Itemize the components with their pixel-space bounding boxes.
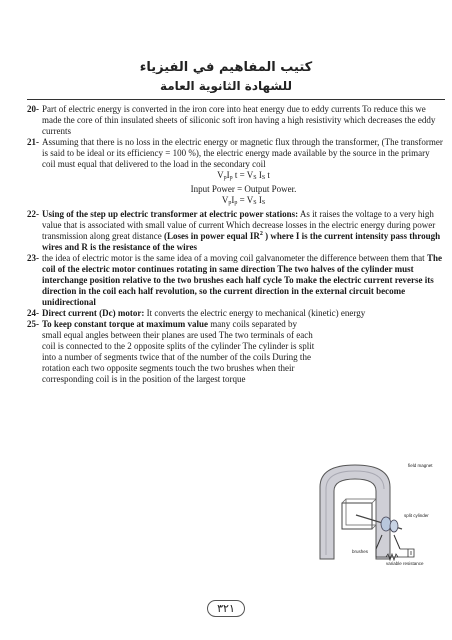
- voltage-current-equation: VpIp = VS IS: [221, 195, 266, 206]
- item-25: [27, 319, 317, 385]
- item-24: [27, 308, 445, 319]
- item-number: 23-: [27, 253, 39, 263]
- content-body: [27, 104, 445, 385]
- energy-equation: VpIp t = VS IS t: [217, 170, 270, 181]
- split-cylinder-shape: [381, 517, 391, 531]
- power-equation: Input Power = Output Power.: [190, 184, 297, 194]
- header-divider: [27, 99, 445, 100]
- item-text: Assuming that there is no loss in the electric energy or magnetic flux through the transformer, (The transformer is said to be ideal or its efficiency = 100 %), the electric energy made available by the source in the primary coil must equal that delivered to the load in the secondary coil: [42, 137, 443, 169]
- item-bold-b: ) where I is the current intensity pass through wires and R is the resistance of the wires: [42, 231, 441, 252]
- item-21: [27, 137, 445, 209]
- item-23: [27, 253, 445, 308]
- item-number: 24-: [27, 308, 39, 318]
- item-22: [27, 209, 445, 253]
- label-field-magnet: field magnet: [408, 463, 433, 468]
- field-magnet-shape: [320, 465, 390, 559]
- item-bold: The coil of the electric motor continues rotating in same direction The two halves of the cylinder must interchange position relative to the two brushes each half cycle To make the electric current reverse its direction in the coil each half revolution, so the current direction in the external circuit become unidirectional: [42, 253, 442, 307]
- label-split-cylinder: split cylinder: [404, 513, 429, 518]
- item-number: 25-: [27, 319, 39, 329]
- item-text: the idea of electric motor is the same idea of a moving coil galvanometer the difference between them that: [42, 253, 427, 263]
- item-bold-a: (Loses in power equal IR: [163, 231, 260, 241]
- label-variable-resistance: variable resistance: [386, 561, 424, 566]
- dc-motor-diagram: [290, 457, 440, 567]
- item-bold: To keep constant torque at maximum value: [42, 319, 209, 329]
- item-text: Part of electric energy is converted in the iron core into heat energy due to eddy currents To reduce this we made the core of thin insulated sheets of siliconic soft iron having a high resistivity which decreases the eddy currents: [42, 104, 436, 136]
- item-bold-lead: Using of the step up electric transformer at electric power stations:: [42, 209, 299, 219]
- item-number: 21-: [27, 137, 39, 147]
- page-number: [0, 599, 452, 617]
- label-brushes: brushes: [352, 549, 369, 554]
- item-number: 20-: [27, 104, 39, 114]
- item-number: 22-: [27, 209, 39, 219]
- item-text: As it raises the voltage to a very high value that is associated with small value of current Which decrease losses in the electric energy during power transmission along great distance: [42, 209, 436, 241]
- item-text: It converts the electric energy to mechanical (kinetic) energy: [144, 308, 366, 318]
- header-title: كتيب المفاهيم في الفيزياء: [139, 60, 313, 75]
- item-bold: Direct current (Dc) motor:: [42, 308, 145, 318]
- item-text: many coils separated by small equal angles between their planes are used The two terminals of each coil is connected to the 2 opposite splits of the cylinder The cylinder is split into a number of segments twice that of the number of the coils During the rotation each two opposite segments touch the two brushes when their corresponding coil is in the position of the largest torque: [42, 319, 315, 384]
- page-number-oval: ٣٢١: [207, 600, 245, 617]
- item-20: [27, 104, 445, 137]
- header-subtitle: للشهادة الثانوية العامة: [159, 79, 293, 93]
- superscript: 2: [259, 231, 263, 237]
